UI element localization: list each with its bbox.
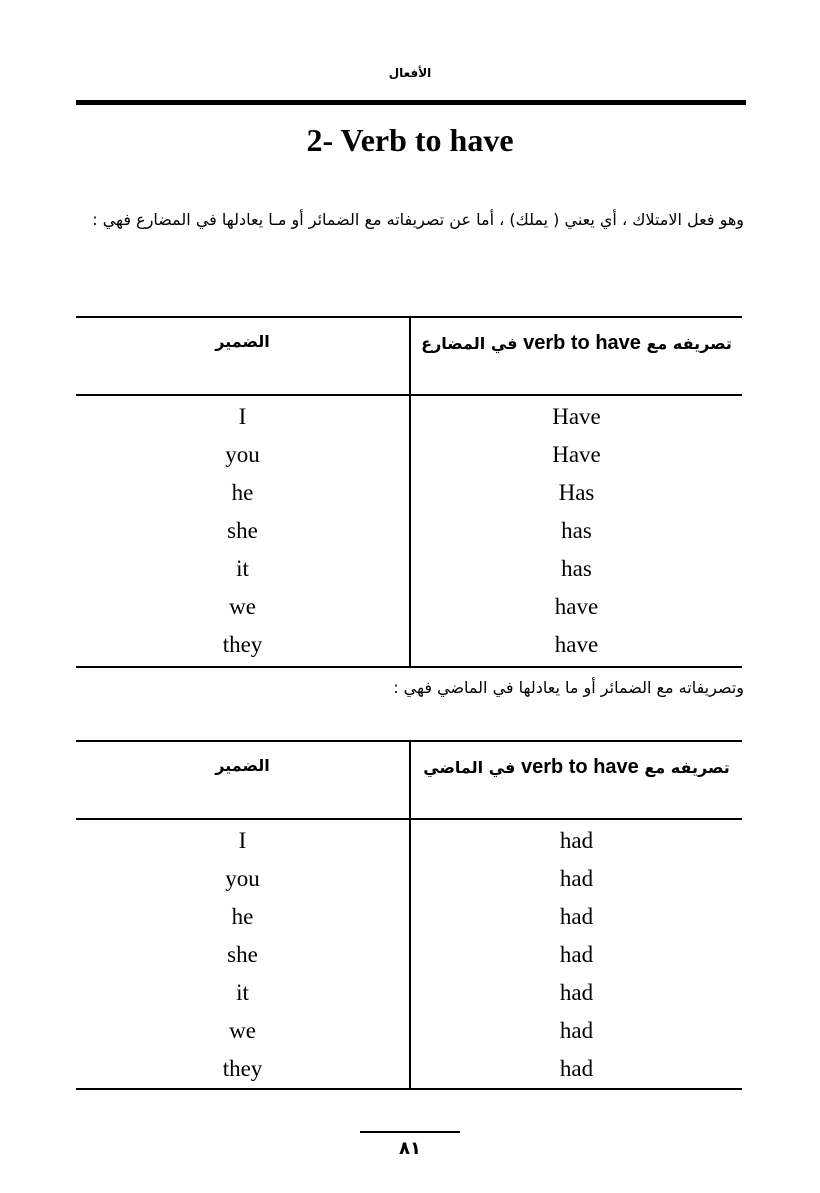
conjugation-header-ar-end: في الماضي: [423, 758, 516, 777]
present-table: [76, 316, 742, 668]
table-row: [76, 628, 742, 666]
conjugation-header-en: verb to have: [523, 332, 641, 354]
form-cell: has: [561, 518, 592, 543]
table-row: [76, 438, 742, 476]
form-cell: have: [554, 594, 599, 619]
table-row: [76, 590, 742, 628]
pronoun-cell: I: [238, 404, 247, 429]
running-head: الأفعال: [388, 66, 432, 80]
header-row-rule: [76, 818, 742, 820]
table-row: [76, 1052, 742, 1090]
form-cell: have: [554, 632, 599, 657]
pronoun-cell: we: [229, 594, 256, 619]
conjugation-header: [411, 328, 742, 359]
form-cell: Has: [558, 480, 595, 505]
header-row-rule: [76, 394, 742, 396]
intro-paragraph: وهو فعل الامتلاك ، أي يعني ( يملك) ، أما عن تصريفاته مع الضمائر أو مـا يعادلها في المضارع فهي :: [92, 210, 744, 229]
form-cell: had: [559, 980, 594, 1005]
form-cell: had: [559, 904, 594, 929]
form-cell: had: [559, 866, 594, 891]
form-cell: has: [561, 556, 592, 581]
table-row: [76, 476, 742, 514]
pronoun-cell: it: [236, 980, 249, 1005]
pronoun-cell: they: [222, 632, 263, 657]
form-cell: Have: [552, 442, 601, 467]
pronoun-header: الضمير: [215, 756, 270, 775]
table-row: [76, 900, 742, 938]
footer-rule: [360, 1131, 460, 1133]
table-row: [76, 862, 742, 900]
form-cell: had: [559, 1056, 594, 1081]
past-table-rows: [76, 824, 742, 1090]
conjugation-header-ar-start: تصريفه مع: [644, 758, 730, 777]
past-paragraph: وتصريفاته مع الضمائر أو ما يعادلها في الماضي فهي :: [393, 678, 744, 697]
pronoun-cell: she: [227, 518, 258, 543]
table-row: [76, 976, 742, 1014]
pronoun-cell: you: [225, 866, 260, 891]
conjugation-header-ar-end: في المضارع: [421, 334, 518, 353]
past-table: [76, 740, 742, 1090]
page-number: ٨١: [399, 1138, 421, 1159]
table-row: [76, 552, 742, 590]
table-row: [76, 514, 742, 552]
table-row: [76, 938, 742, 976]
conjugation-header-ar-start: تصريفه مع: [646, 334, 732, 353]
form-cell: Have: [552, 404, 601, 429]
page-title: 2- Verb to have: [306, 122, 514, 158]
pronoun-cell: we: [229, 1018, 256, 1043]
pronoun-cell: I: [238, 828, 247, 853]
pronoun-cell: it: [236, 556, 249, 581]
conjugation-header-en: verb to have: [520, 756, 639, 778]
table-row: [76, 824, 742, 862]
table-row: [76, 1014, 742, 1052]
form-cell: had: [559, 942, 594, 967]
pronoun-cell: he: [231, 480, 254, 505]
table-row: [76, 400, 742, 438]
pronoun-cell: she: [227, 942, 258, 967]
present-table-rows: [76, 400, 742, 666]
form-cell: had: [559, 1018, 594, 1043]
form-cell: had: [559, 828, 594, 853]
pronoun-cell: they: [222, 1056, 263, 1081]
pronoun-cell: you: [225, 442, 260, 467]
header-rule: [76, 100, 746, 105]
pronoun-cell: he: [231, 904, 254, 929]
pronoun-header: الضمير: [215, 332, 270, 351]
conjugation-header: [411, 752, 742, 783]
